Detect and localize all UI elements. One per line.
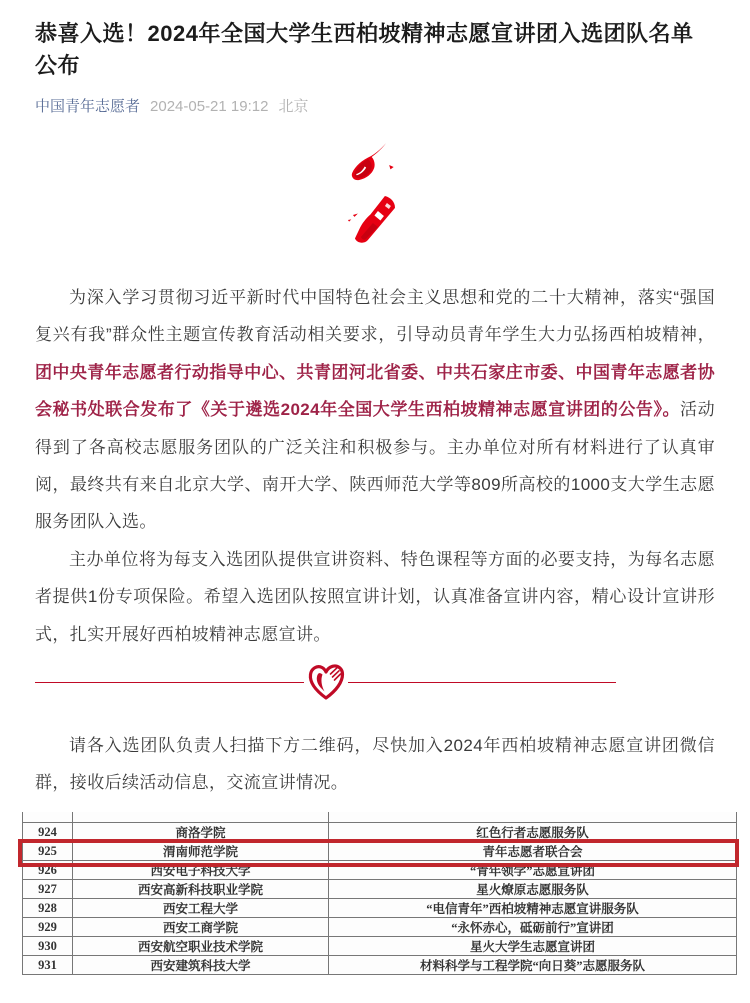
- publish-location: 北京: [278, 98, 309, 115]
- cell-team: 星火大学生志愿宣讲团: [329, 937, 737, 956]
- cell-school: 西安工程大学: [73, 899, 329, 918]
- cell-school: 西安工商学院: [73, 918, 329, 937]
- header-logo-figure: [35, 135, 715, 265]
- paragraph-1-tail: 活动得到了各高校志愿服务团队的广泛关注和积极参与。主办单位对所有材料进行了认真审阅，最终共有来自北京大学、南开大学、陕西师范大学等809所高校的1000支大学生志愿服务团队入选。: [35, 400, 715, 532]
- cell-no: 930: [23, 937, 73, 956]
- publish-date: 2024-05-21 19:12: [150, 98, 269, 115]
- cell-no: 924: [23, 823, 73, 842]
- divider-line-left: [35, 682, 304, 683]
- paragraph-1-lead: 为深入学习贯彻习近平新时代中国特色社会主义思想和党的二十大精神，落实“强国复兴有我”群众性主题宣传教育活动相关要求，引导动员青年学生大力弘扬西柏坡精神，: [35, 288, 715, 345]
- cell-school: 渭南师范学院: [73, 842, 329, 861]
- paragraph-2: 主办单位将为每支入选团队提供宣讲资料、特色课程等方面的必要支持，为每名志愿者提供1份专项保险。希望入选团队按照宣讲计划，认真准备宣讲内容，精心设计宣讲形式，扎实开展好西柏坡精神志愿宣讲。: [35, 549, 715, 644]
- cell-no: [23, 812, 73, 823]
- table-row: [23, 861, 737, 880]
- logo-ribbon-icon: [347, 193, 401, 247]
- table-row: [23, 956, 737, 975]
- results-table: [22, 812, 737, 976]
- cell-school: 西安高新科技职业学院: [73, 880, 329, 899]
- table-row: [23, 842, 737, 861]
- cell-school: 西安航空职业技术学院: [73, 937, 329, 956]
- heart-hand-icon: [307, 661, 345, 703]
- results-table-image: [18, 812, 739, 982]
- cell-team: “电信青年”西柏坡精神志愿宣讲服务队: [329, 899, 737, 918]
- cell-team: “青年领学”志愿宣讲团: [329, 861, 737, 880]
- divider-line-right: [348, 682, 617, 683]
- paragraph-1-emphasis: 团中央青年志愿者行动指导中心、共青团河北省委、中共石家庄市委、中国青年志愿者协会秘书处联合发布了《关于遴选2024年全国大学生西柏坡精神志愿宣讲团的公告》。: [35, 362, 715, 420]
- page-title: 恭喜入选！2024年全国大学生西柏坡精神志愿宣讲团入选团队名单公布: [35, 21, 694, 78]
- cell-no: 929: [23, 918, 73, 937]
- cell-team: 青年志愿者联合会: [329, 842, 737, 861]
- article-body: [35, 279, 715, 653]
- cell-school: 西安电子科技大学: [73, 861, 329, 880]
- cell-team: “永怀赤心，砥砺前行”宣讲团: [329, 918, 737, 937]
- paragraph-3: 请各入选团队负责人扫描下方二维码，尽快加入2024年西柏坡精神志愿宣讲团微信群，接收后续活动信息，交流宣讲情况。: [35, 736, 715, 793]
- article-page: [0, 18, 750, 982]
- cell-school: 西安建筑科技大学: [73, 956, 329, 975]
- article-body-2: [35, 727, 715, 802]
- table-row: [23, 937, 737, 956]
- cell-no: 927: [23, 880, 73, 899]
- account-link[interactable]: 中国青年志愿者: [35, 98, 141, 115]
- table-row-partial: [23, 812, 737, 823]
- table-row: [23, 880, 737, 899]
- cell-team: [329, 812, 737, 823]
- paragraph-1: [35, 279, 715, 541]
- cell-team: 红色行者志愿服务队: [329, 823, 737, 842]
- section-divider: [35, 661, 616, 703]
- cell-no: 926: [23, 861, 73, 880]
- table-row: [23, 823, 737, 842]
- table-row: [23, 899, 737, 918]
- byline: [35, 96, 715, 117]
- table-row: [23, 918, 737, 937]
- results-table-body: [23, 812, 737, 975]
- cell-no: 925: [23, 842, 73, 861]
- cell-school: 商洛学院: [73, 823, 329, 842]
- cell-team: 星火燎原志愿服务队: [329, 880, 737, 899]
- cell-school: [73, 812, 329, 823]
- cell-no: 928: [23, 899, 73, 918]
- cell-no: 931: [23, 956, 73, 975]
- logo-swoosh-icon: [347, 143, 395, 185]
- cell-team: 材料科学与工程学院“向日葵”志愿服务队: [329, 956, 737, 975]
